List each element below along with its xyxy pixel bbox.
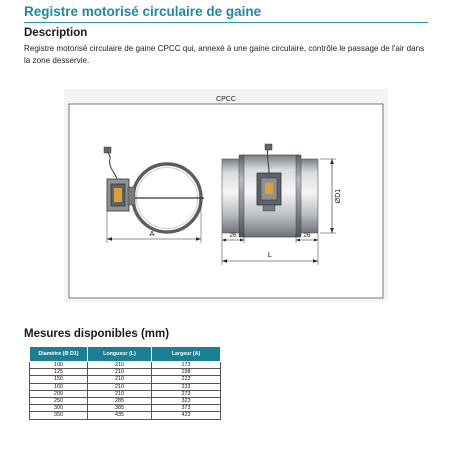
cell-diameter: 150 [30,376,88,383]
drawing-caption: CPCC [216,96,236,103]
cell-diameter: 300 [30,405,88,412]
cell-width: 233 [152,383,221,390]
table-row [30,369,221,376]
cell-length: 210 [88,362,152,369]
cell-width: 273 [152,390,221,397]
dimension-26-left-label: 26 [229,232,237,239]
cell-diameter: 100 [30,362,88,369]
dimension-l-label: L [267,250,273,259]
measures-heading: Mesures disponibles (mm) [24,328,170,340]
dimension-26-right-label: 26 [303,232,311,239]
cell-length: 285 [88,397,152,404]
product-drawing [64,89,388,302]
table-row [30,362,221,369]
cell-length: 435 [88,412,152,419]
cell-width: 173 [152,362,221,369]
cell-diameter: 200 [30,390,88,397]
cell-width: 373 [152,405,221,412]
measures-table-wrapper [29,346,220,420]
table-row [30,397,221,404]
cell-diameter: 160 [30,383,88,390]
column-header-diameter: Diamètre (Ø D1) [30,347,88,362]
cell-length: 210 [88,383,152,390]
title-divider [24,22,428,23]
cell-length: 210 [88,376,152,383]
cell-diameter: 350 [30,412,88,419]
measures-table [29,346,221,420]
cell-length: 210 [88,390,152,397]
cell-length: 210 [88,369,152,376]
cell-width: 223 [152,376,221,383]
technical-diagram [64,89,388,302]
table-row [30,376,221,383]
cell-diameter: 250 [30,397,88,404]
dimension-a-label: A [149,229,155,238]
cell-width: 323 [152,397,221,404]
cell-width: 198 [152,369,221,376]
cell-width: 423 [152,412,221,419]
table-row [30,412,221,419]
column-header-length: Longueur (L) [88,347,152,362]
description-heading: Description [24,27,88,39]
cell-length: 385 [88,405,152,412]
table-row [30,383,221,390]
table-row [30,390,221,397]
table-row [30,405,221,412]
description-text: Registre motorisé circulaire de gaine CPCC qui, annexé à une gaine circulaire, contrôle le passage de l'air dans la zone desservie. [24,44,425,65]
dimension-d1-label: ØD1 [335,188,342,204]
table-header-row [30,347,221,362]
page-title: Registre motorisé circulaire de gaine [24,4,262,19]
column-header-width: Largeur (A) [152,347,221,362]
cell-diameter: 125 [30,369,88,376]
